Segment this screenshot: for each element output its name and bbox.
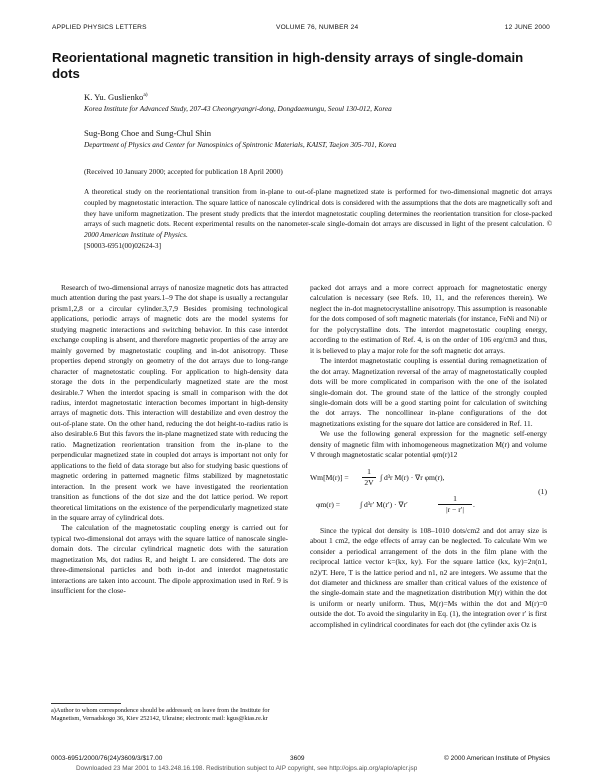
paper-title: Reorientational magnetic transition in high-density arrays of single-domain dots xyxy=(52,50,524,81)
affiliation-1: Korea Institute for Advanced Study, 207-43 Cheongryangri-dong, Dongdaemungu, Seoul 130-012, Korea xyxy=(84,104,392,113)
received-dates: (Received 10 January 2000; accepted for publication 18 April 2000) xyxy=(84,167,283,176)
eq-line2-frac-num: 1 xyxy=(438,494,472,505)
left-column xyxy=(51,283,288,597)
eq-line2-end: . xyxy=(473,499,475,509)
eq-line1-frac-num: 1 xyxy=(362,467,376,478)
right-column xyxy=(310,283,547,630)
eq-line1-frac-den: 2V xyxy=(364,477,374,487)
lattice-paragraph: Since the typical dot density is 108–1010 dots/cm2 and dot array size is about 1 cm2, the edge effects of array can be neglected. To calculate Wm we consider a periodical arrangement of the dots in the film plane with the reciprocal lattice vector k=(kx, ky). For the square lattice (kx, ky)=2π(n1, n2)/T. Here, T is the lattice period and n1, n2 are integers. We assume that the dot diameter and thickness are smaller than critical values of the existence of the single-domain state and the magnetization distribution M(r) within the dot is uniform or nearly uniform. Thus, M(r)=Ms within the dot and M(r)=0 outside the dot. To avoid the singularity in Eq. (1), the integration over r′ is first accomplished in cylindrical coordinates for each dot (the cylinder axis Oz is xyxy=(310,525,547,629)
doi-code: [S0003-6951(00)02624-3] xyxy=(84,240,162,250)
intro-paragraph: Research of two-dimensional arrays of nanosize magnetic dots has attracted much attention during the past years.1–9 The dot shape is usually a rectangular prism1,2,8 or a circular cylinder.3,7,9 Besides promising technological applications, periodic arrays of magnetic dots are the model systems for studying magnetic interactions and switching behavior. In this case interdot exchange coupling is absent, and therefore magnetic properties of the array are mainly governed by magnetostatic coupling and in-dot anisotropy. These properties depend strongly on geometry of the dot arrays due to long-range character of magnetostatic coupling. For application to high-density data storage the dots in the perpendicularly magnetized state are the most desirable.7 When the interdot spacing is small in comparison with the dot radius, interdot magnetostatic interaction becomes important in high-density arrays of magnetic dots. This interaction will destabilize and even destroy the out-of-plane state. On the other hand, reducing the dot height-to-radius ratio is also desirable.6 But this favors the in-plane magnetized state with reducing the ratio. Magnetization reorientation transition from the in-plane to the perpendicular magnetized state in coupled dot arrays is important not only for applications to the field of data storage but also for studying basic questions of magnetic ordering in patterned magnetic films stabilized by magnetostatic interaction. In the present work we have investigated the reorientation transition as functions of the dot size and the dot lattice period. We report theoretical limitations on the existence of the perpendicularly magnetized state in the square array of cylindrical dots. xyxy=(51,283,288,522)
eq-line2-frac-den: |r − r′| xyxy=(446,504,464,514)
expression-paragraph: We use the following general expression for the magnetic self-energy density of magnetic film with inhomogeneous magnetization M(r) and volume V through magnetostatic scalar potential φm(r)12 xyxy=(310,429,547,460)
volume-number: VOLUME 76, NUMBER 24 xyxy=(276,24,359,31)
author-1-footnote-mark: a) xyxy=(143,92,148,99)
author-1-name: K. Yu. Guslienko xyxy=(84,92,144,102)
journal-name: APPLIED PHYSICS LETTERS xyxy=(52,24,147,31)
equation-number: (1) xyxy=(538,486,547,496)
continued-paragraph: packed dot arrays and a more correct approach for magnetostatic energy calculation is necessary (see Refs. 10, 11, and the references therein). We neglect the in-dot magnetocrystalline anisotropy. This assumption is reasonable for the dots composed of soft magnetic materials (for instance, FeNi and Ni) or for the polycrystalline dots. The interdot magnetostatic coupling energy, according to the estimation of Ref. 4, is on the order of 106 erg/cm3 and thus, it is believed to play a major role for the soft magnetic dot arrays. xyxy=(310,283,547,355)
abstract xyxy=(84,187,552,252)
author-1 xyxy=(84,92,148,102)
abstract-text: A theoretical study on the reorientational transition from in-plane to out-of-plane magnetized state is performed for two-dimensional magnetic dot arrays coupled by magnetostatic interaction. The square lattice of nanoscale cylindrical dots is considered with the assumptions that the dots are magnetically soft and they have uniform magnetization. The present study predicts that the interdot magnetostatic coupling determines the reorientation transition for close-packed arrays of such magnetic dots. Recent experimental results on the nanometer-scale single-domain dot arrays are discussed in light of the present calculation. xyxy=(84,187,552,229)
eq-line1-rhs: ∫ d³r M(r) · ∇r φm(r), xyxy=(380,472,445,482)
article-code: 0003-6951/2000/76(24)/3609/3/$17.00 xyxy=(51,755,163,762)
footer-copyright: © 2000 American Institute of Physics xyxy=(444,755,550,762)
eq-line2-lhs: φm(r) = xyxy=(316,499,341,509)
method-paragraph: The calculation of the magnetostatic coupling energy is carried out for typical two-dimensional dot arrays with the square lattice of nanoscale single-domain dots. The circular cylindrical magnetic dots with the saturation magnetization Ms, dot radius R, and height L are considered. The dots are three-dimensional particles and both in-dot and interdot magnetostatic interactions are taken into account. The dipole approximation used in Ref. 9 is insufficient for the close- xyxy=(51,523,288,596)
eq-line2-rhs: ∫ d³r′ M(r′) · ∇r′ xyxy=(360,499,408,509)
page-number: 3609 xyxy=(290,755,305,762)
download-notice: Downloaded 23 Mar 2001 to 143.248.16.198. Redistribution subject to AIP copyright, see http://ojps.aip.org/aplo/aplcr.jsp xyxy=(76,765,418,772)
footnote-rule xyxy=(51,703,121,704)
issue-date: 12 JUNE 2000 xyxy=(504,24,550,31)
coupling-paragraph: The interdot magnetostatic coupling is essential during remagnetization of the dot array. Magnetization reversal of the array of magnetostatically coupled dots will be more complicated in comparison with the one of the isolated single-domain dot. The ground state of the lattice of the strongly coupled single-domain dots will be a good starting point for calculation of switching the dot arrays. The noncollinear in-plane configurations of the dot magnetizations existing for the square dot lattice are considered in Ref. 11. xyxy=(310,356,547,428)
copyright-notice: © 2000 American Institute of Physics. xyxy=(84,219,552,240)
eq-line1-lhs: Wm[M(r)] = xyxy=(310,472,349,482)
affiliation-2: Department of Physics and Center for Nanospinics of Spintronic Materials, KAIST, Taejon 305-701, Korea xyxy=(84,140,397,149)
equation-1 xyxy=(310,465,547,523)
author-2: Sug-Bong Choe and Sung-Chul Shin xyxy=(84,128,212,138)
author-footnote: a)Author to whom correspondence should be addressed; on leave from the Institute for Magnetism, Vernadskogo 36, Kiev 252142, Ukraine; electronic mail: kgus@kias.re.kr xyxy=(51,707,270,723)
